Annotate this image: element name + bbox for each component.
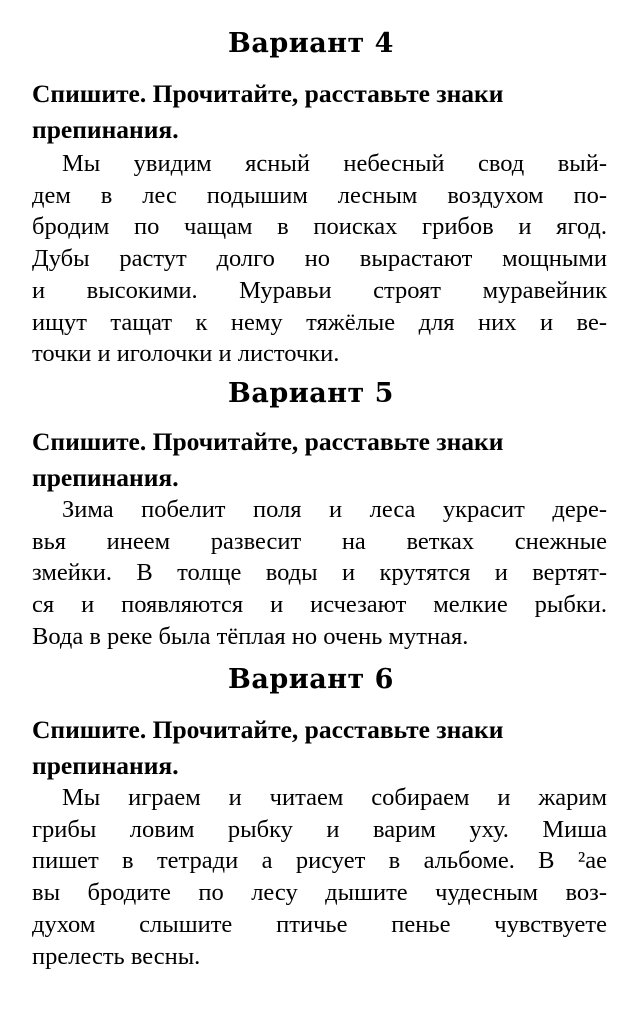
variant-4-text <box>32 148 607 370</box>
variant-5-task <box>32 424 607 496</box>
task-line: Спишите. Прочитайте, расставьте знаки <box>32 427 504 456</box>
text-line: грибы ловим рыбку и варим уху. Миша <box>32 815 607 843</box>
text-line: прелесть весны. <box>32 942 201 970</box>
text-line: вья инеем развесит на ветках снежные <box>32 527 607 555</box>
variant-5-title: Вариант 5 <box>228 378 394 409</box>
text-line: Мы играем и читаем собираем и жарим <box>62 784 607 811</box>
task-line: препинания. <box>32 751 179 780</box>
task-line: препинания. <box>32 115 179 144</box>
text-line: бродим по чащам в поисках грибов и ягод. <box>32 213 607 241</box>
text-line: точки и иголочки и листочки. <box>32 340 340 368</box>
text-line: Зима побелит поля и леса украсит дере- <box>62 496 607 523</box>
task-line: препинания. <box>32 463 179 492</box>
text-line: ся и появляются и исчезают мелкие рыбки. <box>32 591 607 619</box>
text-line: ищут тащат к нему тяжёлые для них и ве- <box>32 308 607 336</box>
text-line: змейки. В толще воды и крутятся и вертят- <box>32 559 607 587</box>
text-line: духом слышите птичье пенье чувствуете <box>32 910 607 938</box>
variant-4-task <box>32 76 607 148</box>
variant-6-task <box>32 712 607 784</box>
task-line: Спишите. Прочитайте, расставьте знаки <box>32 715 504 744</box>
text-line: и высокими. Муравьи строят муравейник <box>32 276 607 304</box>
variant-4-title: Вариант 4 <box>228 28 394 59</box>
text-line: Вода в реке была тёплая но очень мутная. <box>32 622 469 650</box>
variant-6-title: Вариант 6 <box>228 664 394 695</box>
task-line: Спишите. Прочитайте, расставьте знаки <box>32 79 504 108</box>
variant-6-text <box>32 782 607 972</box>
variant-5-text <box>32 494 607 653</box>
text-line: пишет в тетради а рисует в альбоме. В ²ае <box>32 847 607 875</box>
text-line: дем в лес подышим лесным воздухом по- <box>32 181 607 209</box>
text-line: Мы увидим ясный небесный свод вый- <box>62 150 607 177</box>
text-line: вы бродите по лесу дышите чудесным воз- <box>32 879 607 907</box>
text-line: Дубы растут долго но вырастают мощными <box>32 245 607 273</box>
